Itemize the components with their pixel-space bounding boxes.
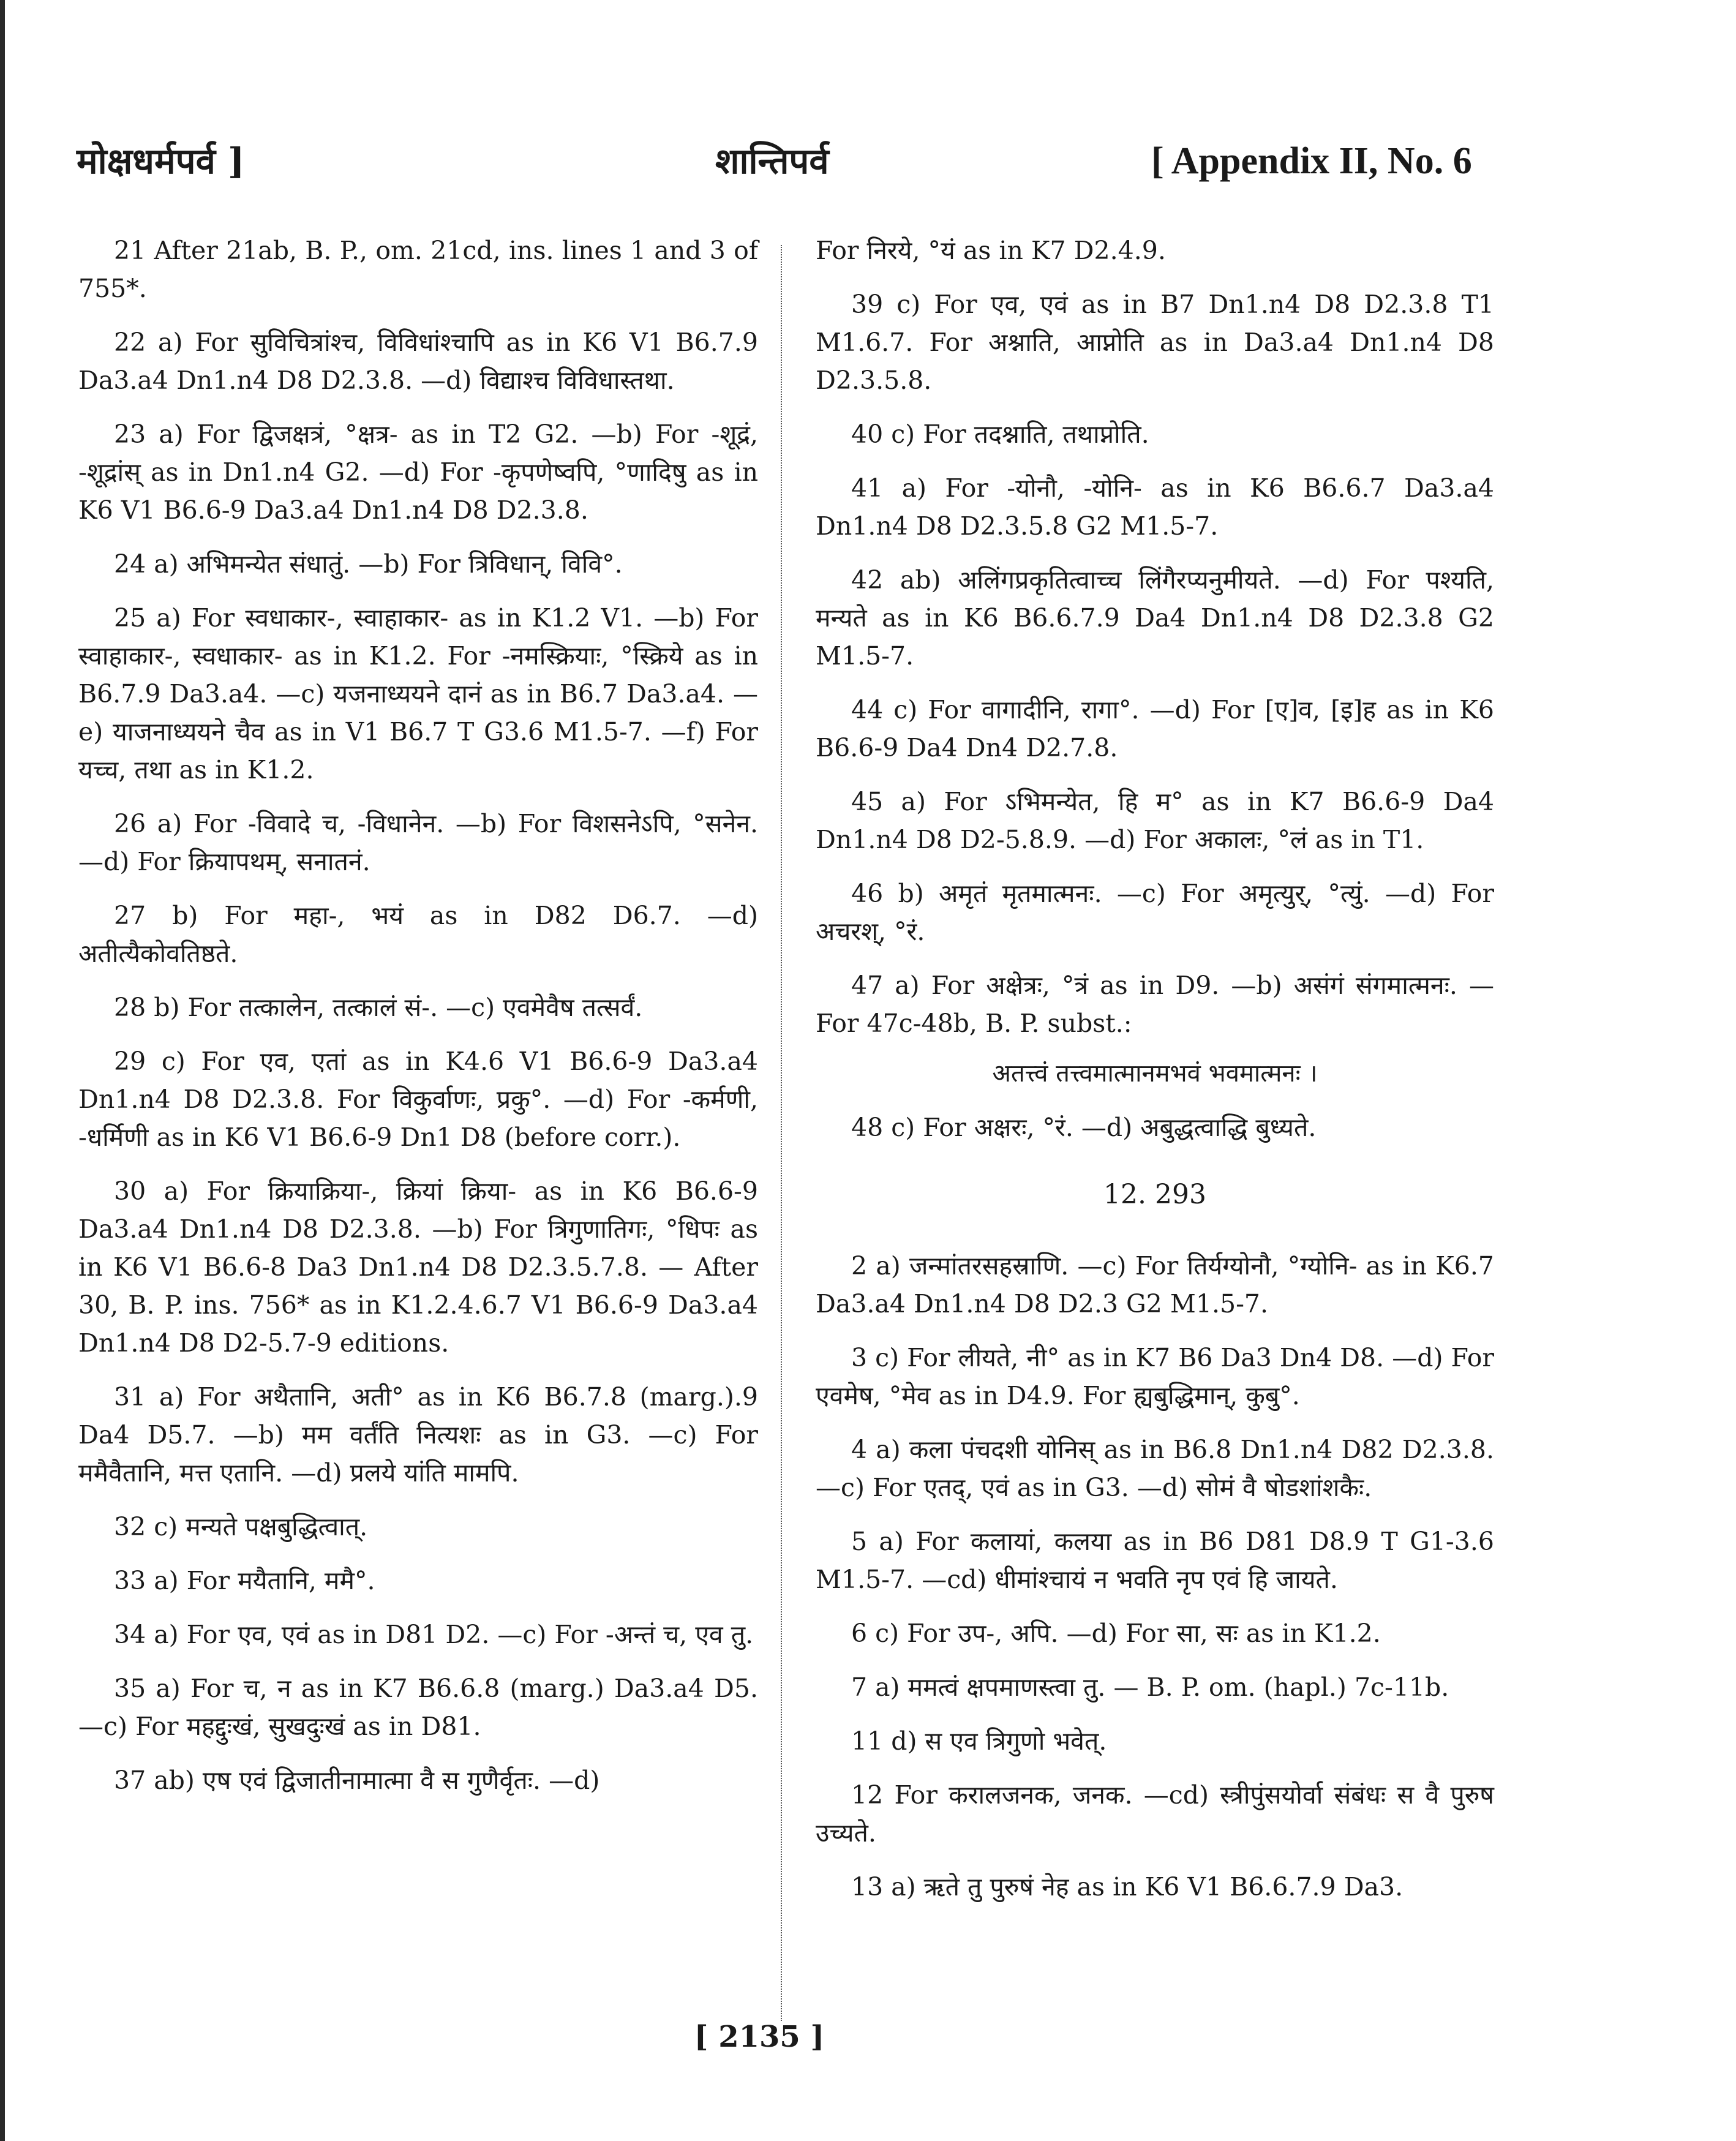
note-entry: 45 a) For ऽभिमन्येत, हि म° as in K7 B6.6-9 Da4 Dn1.n4 D8 D2-5.8.9. —d) For अकालः, °लं as in T1.: [816, 787, 1494, 854]
note-entry: 5 a) For कलायां, कलया as in B6 D81 D8.9 T G1-3.6 M1.5-7. —cd) धीमांश्चायं न भवति नृप एवं हि जायते.: [816, 1527, 1494, 1594]
note-entry: 37 ab) एष एवं द्विजातीनामात्मा वै स गुणैर्वृतः. —d): [114, 1766, 600, 1795]
note-entry-continuation: For निरये, °यं as in K7 D2.4.9.: [816, 236, 1166, 265]
note-entry: 33 a) For मयैतानि, ममै°.: [114, 1566, 375, 1595]
note-entry: 28 b) For तत्कालेन, तत्कालं सं-. —c) एवमेवैष तत्सर्वं.: [114, 993, 643, 1022]
note-entry: 42 ab) अलिंगप्रकृतित्वाच्च लिंगैरप्यनुमीयते. —d) For पश्यति, मन्यते as in K6 B6.6.7.9 Da4 Dn1.n4 D8 D2.3.8 G2 M1.5-7.: [816, 565, 1494, 671]
note-entry: 26 a) For -विवादे च, -विधानेन. —b) For विशसनेऽपि, °सनेन. —d) For क्रियापथम्, सनातनं.: [78, 809, 758, 876]
note-entry: 32 c) मन्यते पक्षबुद्धित्वात्.: [114, 1512, 368, 1541]
left-column: [78, 231, 758, 1815]
note-entry: 21 After 21ab, B. P., om. 21cd, ins. lines 1 and 3 of 755*.: [78, 236, 758, 303]
header-left-parvan: मोक्षधर्मपर्व ]: [77, 140, 245, 182]
note-entry: 4 a) कला पंचदशी योनिस् as in B6.8 Dn1.n4 D82 D2.3.8. —c) For एतद्, एवं as in G3. —d) सोमं वै षोडशांशकैः.: [816, 1435, 1494, 1502]
note-entry: 24 a) अभिमन्येत संधातुं. —b) For त्रिविधान्, विवि°.: [114, 549, 623, 579]
note-entry: 30 a) For क्रियाक्रिया-, क्रियां क्रिया- as in K6 B6.6-9 Da3.a4 Dn1.n4 D8 D2.3.8. —b) For त्रिगुणातिगः, °धिपः as in K6 V1 B6.6-8 Da3 Dn1.n4 D8 D2.3.5.7.8. — After 30, B. P. ins. 756* as in K1.2.4.6.7 V1 B6.6-9 Da3.a4 Dn1.n4 D8 D2-5.7-9 editions.: [78, 1176, 758, 1358]
note-entry: 6 c) For उप-, अपि. —d) For सा, सः as in K1.2.: [851, 1619, 1381, 1648]
note-entry: 3 c) For लीयते, नी° as in K7 B6 Da3 Dn4 D8. —d) For एवमेष, °मेव as in D4.9. For ह्यबुद्धिमान्, कुबु°.: [816, 1343, 1494, 1410]
header-right-appendix: [ Appendix II, No. 6: [1151, 140, 1472, 182]
page-number: [ 2135 ]: [694, 2020, 825, 2054]
note-entry: 47 a) For अक्षेत्रः, °त्रं as in D9. —b) असंगं संगमात्मनः. — For 47c-48b, B. P. subst.:: [816, 971, 1494, 1038]
note-entry: 48 c) For अक्षरः, °रं. —d) अबुद्धत्वाद्धि बुध्यते.: [851, 1113, 1317, 1142]
scan-edge: [0, 0, 5, 2141]
column-divider: [781, 245, 783, 2021]
note-entry: 35 a) For च, न as in K7 B6.6.8 (marg.) Da3.a4 D5. —c) For महद्दुःखं, सुखदुःखं as in D81.: [78, 1674, 758, 1741]
note-entry: 12 For करालजनक, जनक. —cd) स्त्रीपुंसयोर्वा संबंधः स वै पुरुष उच्यते.: [816, 1780, 1494, 1848]
note-entry: 27 b) For महा-, भयं as in D82 D6.7. —d) अतीत्यैकोवतिष्ठते.: [78, 901, 758, 968]
note-entry: 46 b) अमृतं मृतमात्मनः. —c) For अमृत्युर्, °त्युं. —d) For अचरश्, °रं.: [816, 879, 1494, 946]
note-entry: 23 a) For द्विजक्षत्रं, °क्षत्र- as in T2 G2. —b) For -शूद्रं, -शूद्रांस् as in Dn1.n4 G2. —d) For -कृपणेष्वपि, °णादिषु as in K6 V1 B6.6-9 Da3.a4 Dn1.n4 D8 D2.3.8.: [78, 420, 758, 525]
note-entry: 41 a) For -योनौ, -योनि- as in K6 B6.6.7 Da3.a4 Dn1.n4 D8 D2.3.5.8 G2 M1.5-7.: [816, 473, 1494, 541]
substituted-verse-line: अतत्त्वं तत्त्वमात्मानमभवं भवमात्मनः ।: [992, 1059, 1318, 1088]
note-entry: 40 c) For तदश्नाति, तथाप्नोति.: [851, 420, 1149, 449]
note-entry: 44 c) For वागादीनि, रागा°. —d) For [ए]व, [इ]ह as in K6 B6.6-9 Da4 Dn4 D2.7.8.: [816, 695, 1494, 762]
note-entry: 25 a) For स्वधाकार-, स्वाहाकार- as in K1.2 V1. —b) For स्वाहाकार-, स्वधाकार- as in K1.2. For -नमस्क्रियाः, °स्क्रिये as in B6.7.9 Da3.a4. —c) यजनाध्ययने दानं as in B6.7 Da3.a4. —e) याजनाध्ययने चैव as in V1 B6.7 T G3.6 M1.5-7. —f) For यच्च, तथा as in K1.2.: [78, 603, 758, 785]
note-entry: 22 a) For सुविचित्रांश्च, विविधांश्चापि as in K6 V1 B6.7.9 Da3.a4 Dn1.n4 D8 D2.3.8. —d) विद्याश्च विविधास्तथा.: [78, 328, 758, 395]
note-entry: 29 c) For एव, एतां as in K4.6 V1 B6.6-9 Da3.a4 Dn1.n4 D8 D2.3.8. For विकुर्वाणः, प्रकु°. —d) For -कर्मणी, -धर्मिणी as in K6 V1 B6.6-9 Dn1 D8 (before corr.).: [78, 1047, 758, 1152]
note-entry: 34 a) For एव, एवं as in D81 D2. —c) For -अन्तं च, एव तु.: [114, 1620, 754, 1649]
header-center-title: शान्तिपर्व: [715, 140, 829, 182]
note-entry: 11 d) स एव त्रिगुणो भवेत्.: [851, 1726, 1107, 1756]
note-entry: 7 a) ममत्वं क्षपमाणस्त्वा तु. — B. P. om. (hapl.) 7c-11b.: [851, 1673, 1449, 1702]
note-entry: 31 a) For अथैतानि, अती° as in K6 B6.7.8 (marg.).9 Da4 D5.7. —b) मम वर्तंति नित्यशः as in G3. —c) For ममैवैतानि, मत्त एतानि. —d) प्रलये यांति मामपि.: [78, 1382, 758, 1488]
right-column: [816, 231, 1494, 1922]
note-entry: 2 a) जन्मांतरसहस्राणि. —c) For तिर्यग्योनौ, °ग्योनि- as in K6.7 Da3.a4 Dn1.n4 D8 D2.3 G2 M1.5-7.: [816, 1251, 1494, 1319]
adhyaya-heading: 12. 293: [1103, 1179, 1206, 1210]
note-entry: 39 c) For एव, एवं as in B7 Dn1.n4 D8 D2.3.8 T1 M1.6.7. For अश्नाति, आप्नोति as in Da3.a4 Dn1.n4 D8 D2.3.5.8.: [816, 290, 1494, 395]
note-entry: 13 a) ऋते तु पुरुषं नेह as in K6 V1 B6.6.7.9 Da3.: [851, 1872, 1403, 1902]
